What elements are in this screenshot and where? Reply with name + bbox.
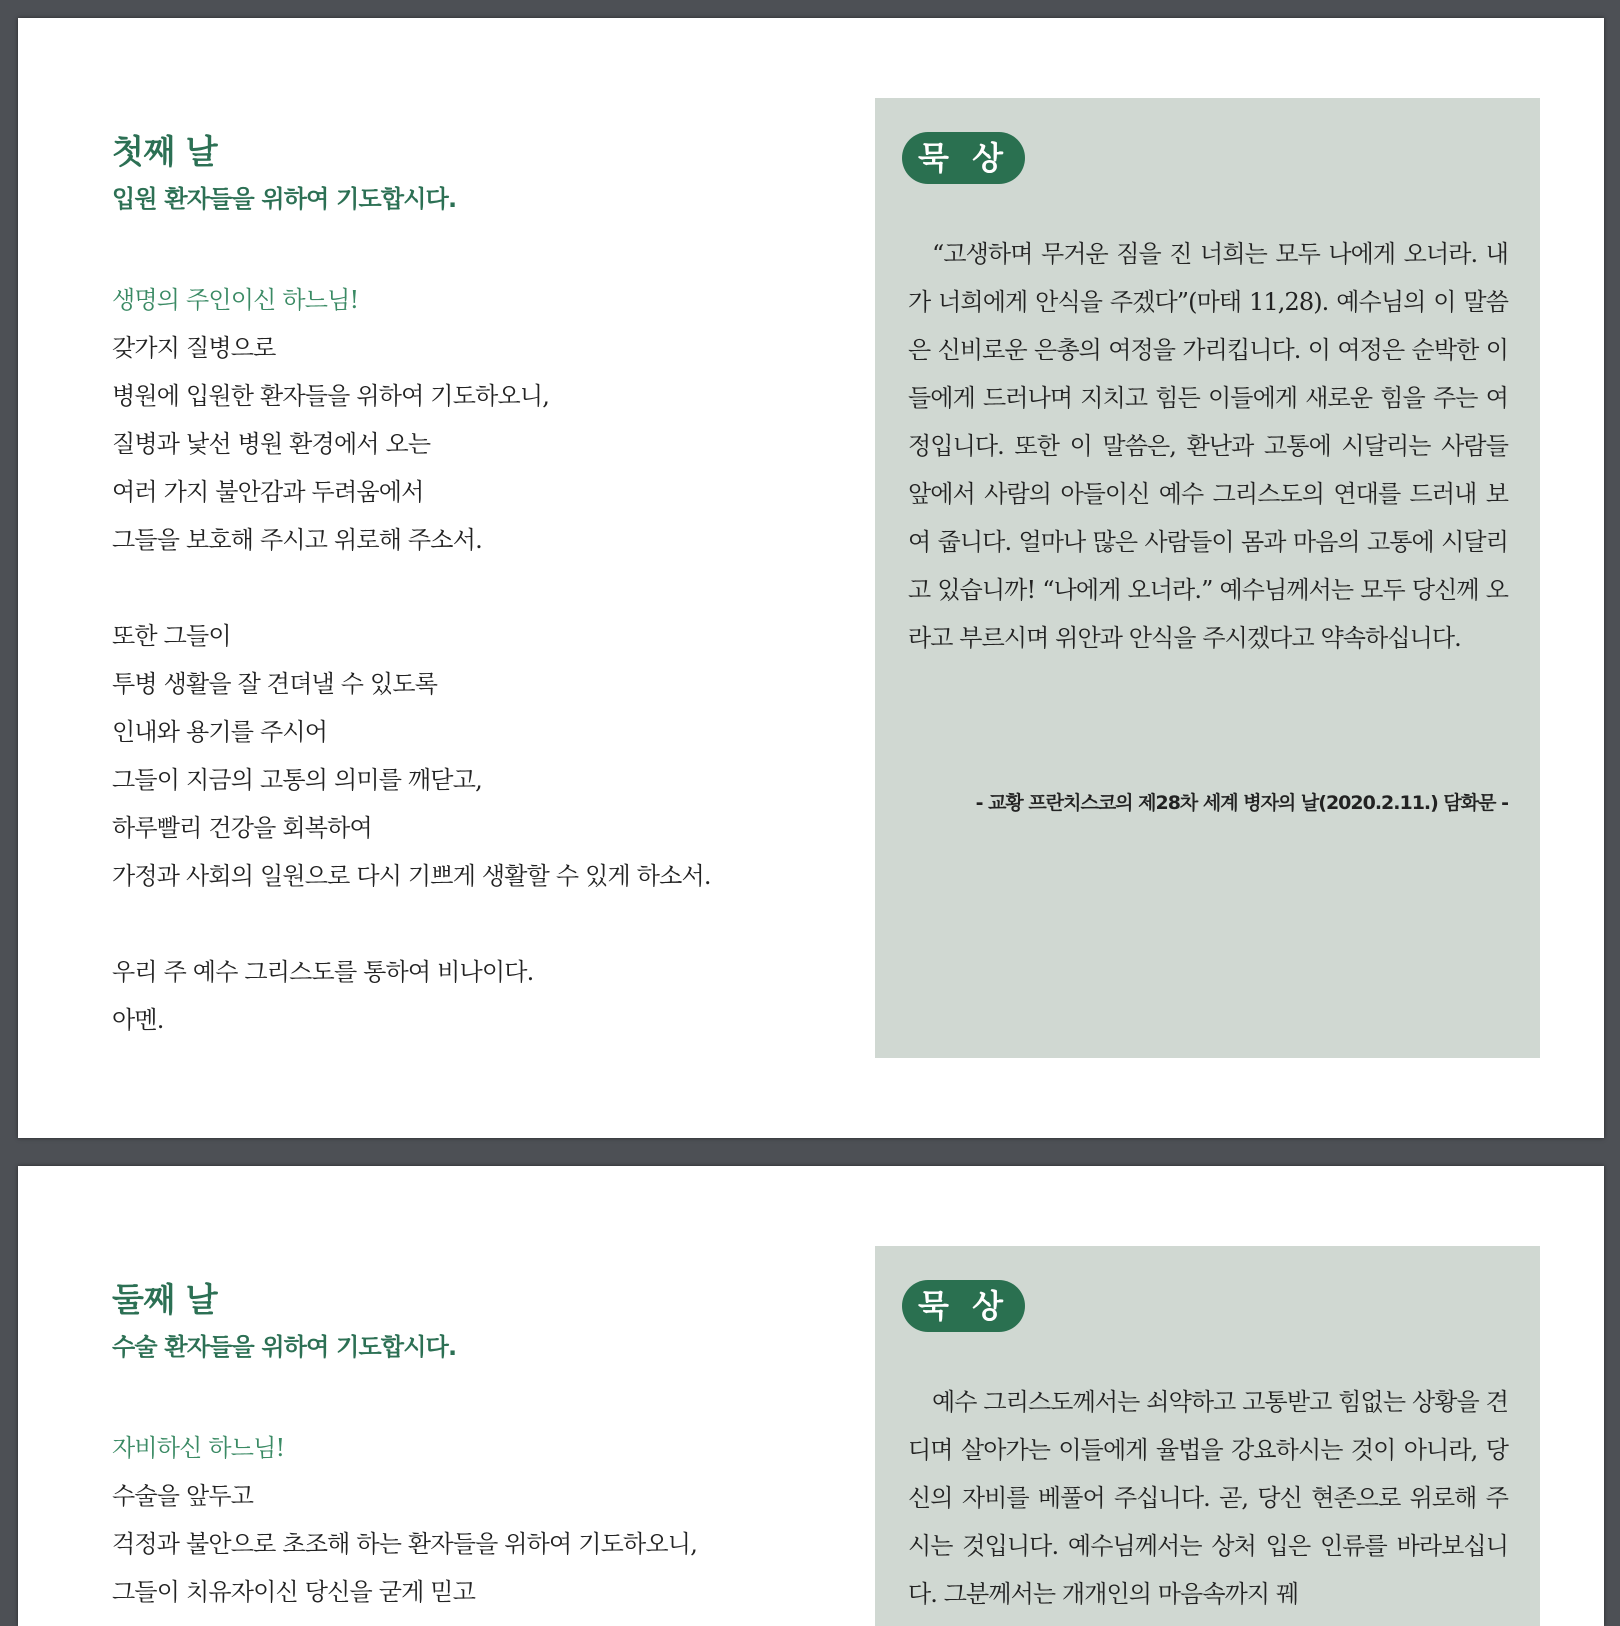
prayer-line: 그들을 보호해 주시고 위로해 주소서. (112, 526, 482, 554)
stanza-gap (112, 900, 812, 948)
meditation-source: - 교황 프란치스코의 제28차 세계 병자의 날(2020.2.11.) 담화문 - (975, 792, 1508, 814)
meditation-text: 예수 그리스도께서는 쇠약하고 고통받고 힘없는 상황을 견디며 살아가는 이들에게 율법을 강요하시는 것이 아니라, 당신의 자비를 베풀어 주십니다. 곧, 당신 현존으로 위로해 주시는 것입니다. 예수님께서는 상처 입은 인류를 바라보십니다. 그분께서는 개개인의 마음속까지 꿰 (908, 1388, 1508, 1608)
prayer-line: 하루빨리 건강을 회복하여 (112, 814, 372, 842)
prayer-line: 질병과 낯선 병원 환경에서 오는 (112, 430, 431, 458)
prayer-line: 우리 주 예수 그리스도를 통하여 비나이다. (112, 958, 534, 986)
document-page-1 (18, 18, 1604, 1138)
prayer-line: 걱정과 불안으로 초조해 하는 환자들을 위하여 기도하오니, (112, 1530, 698, 1558)
prayer-line: 가정과 사회의 일원으로 다시 기쁘게 생활할 수 있게 하소서. (112, 862, 711, 890)
prayer-text (112, 1424, 812, 1616)
prayer-line: 그들이 치유자이신 당신을 굳게 믿고 (112, 1578, 476, 1606)
prayer-column (112, 130, 812, 1044)
prayer-line: 수술을 앞두고 (112, 1482, 254, 1510)
prayer-line: 갖가지 질병으로 (112, 334, 276, 362)
meditation-text: “고생하며 무거운 짐을 진 너희는 모두 나에게 오너라. 내가 너희에게 안식을 주겠다”(마태 11,28). 예수님의 이 말씀은 신비로운 은총의 여정을 가리킵니다. 이 여정은 순박한 이들에게 드러나며 지치고 힘든 이들에게 새로운 힘을 주는 여정입니다. 또한 이 말씀은, 환난과 고통에 시달리는 사람들 앞에서 사람의 아들이신 예수 그리스도의 연대를 드러내 보여 줍니다. 얼마나 많은 사람들이 몸과 마음의 고통에 시달리고 있습니까! “나에게 오너라.” 예수님께서는 모두 당신께 오라고 부르시며 위안과 안식을 주시겠다고 약속하십니다. (908, 240, 1508, 652)
day-subtitle: 입원 환자들을 위하여 기도합시다. (112, 185, 457, 213)
prayer-invocation: 자비하신 하느님! (112, 1434, 285, 1462)
day-subtitle: 수술 환자들을 위하여 기도합시다. (112, 1333, 457, 1361)
prayer-line: 병원에 입원한 환자들을 위하여 기도하오니, (112, 382, 550, 410)
prayer-line: 인내와 용기를 주시어 (112, 718, 328, 746)
stanza-gap (112, 564, 812, 612)
meditation-box (875, 1246, 1540, 1626)
document-page-2 (18, 1166, 1604, 1626)
meditation-badge: 묵 상 (902, 132, 1025, 184)
day-title: 첫째 날 (112, 132, 218, 171)
prayer-line: 아멘. (112, 1006, 164, 1034)
prayer-column (112, 1278, 812, 1616)
prayer-text (112, 276, 812, 1044)
meditation-badge: 묵 상 (902, 1280, 1025, 1332)
prayer-line: 여러 가지 불안감과 두려움에서 (112, 478, 424, 506)
prayer-line: 그들이 지금의 고통의 의미를 깨닫고, (112, 766, 482, 794)
meditation-box (875, 98, 1540, 1058)
day-title: 둘째 날 (112, 1280, 218, 1319)
prayer-line: 또한 그들이 (112, 622, 231, 650)
prayer-line: 투병 생활을 잘 견뎌낼 수 있도록 (112, 670, 438, 698)
prayer-invocation: 생명의 주인이신 하느님! (112, 286, 359, 314)
